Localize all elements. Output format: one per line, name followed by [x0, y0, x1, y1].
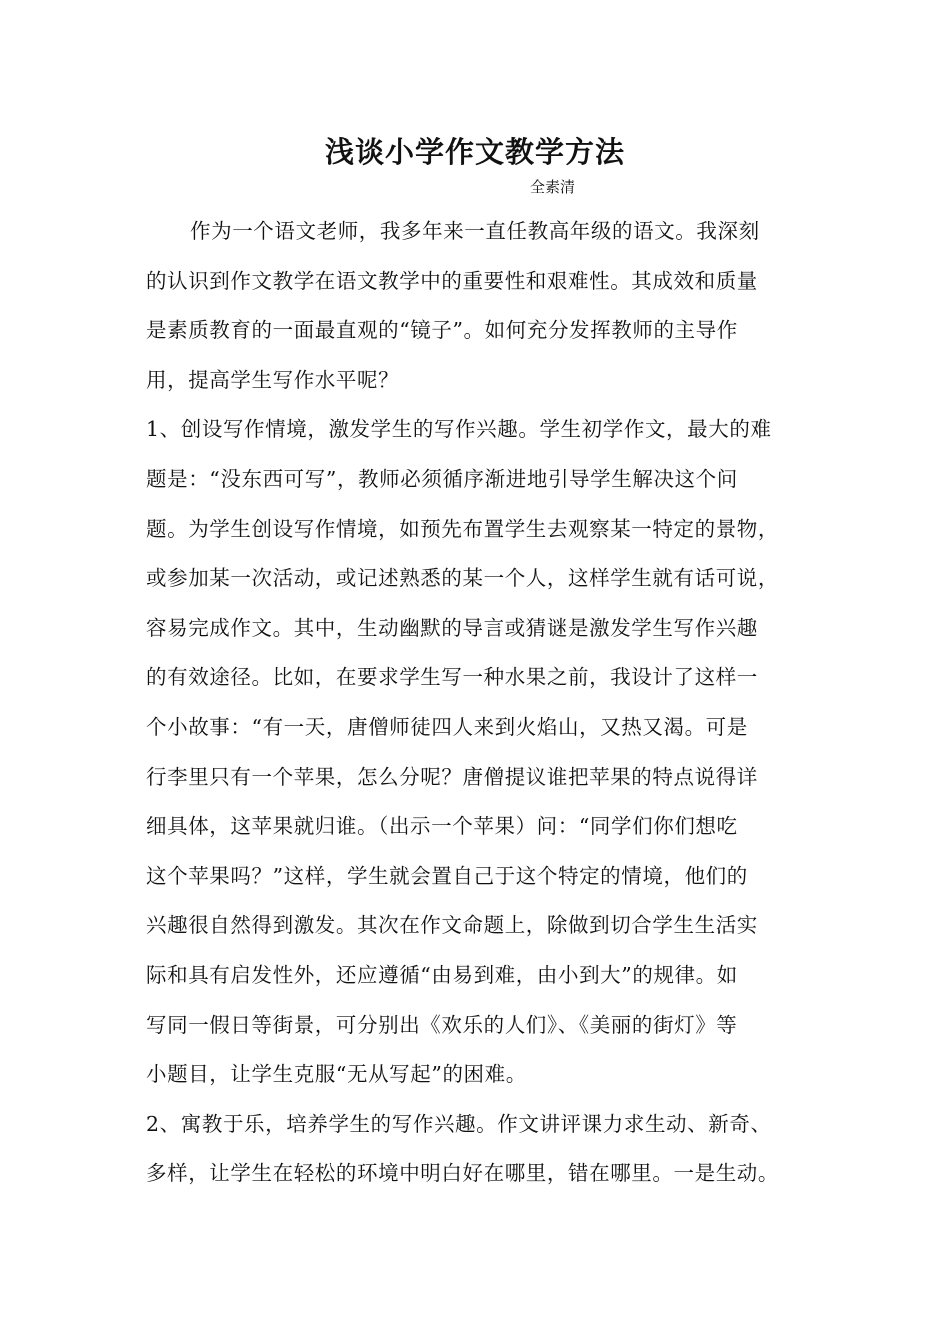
text-line: 是素质教育的一面最直观的“镜子”。如何充分发挥教师的主导作 — [146, 318, 738, 343]
text-line: 题。为学生创设写作情境，如预先布置学生去观察某一特定的景物， — [146, 516, 779, 541]
text-line: 个小故事：“有一天，唐僧师徒四人来到火焰山，又热又渴。可是 — [146, 714, 748, 739]
text-line: 写同一假日等街景，可分别出《欢乐的人们》、《美丽的街灯》等 — [146, 1012, 738, 1037]
text-line: 多样，让学生在轻松的环境中明白好在哪里，错在哪里。一是生动。 — [146, 1161, 779, 1186]
text-line: 兴趣很自然得到激发。其次在作文命题上，除做到切合学生生活实 — [146, 913, 758, 938]
document-title: 浅谈小学作文教学方法 — [324, 135, 625, 169]
document-author: 全素清 — [530, 178, 576, 196]
text-line: 的认识到作文教学在语文教学中的重要性和艰难性。其成效和质量 — [146, 268, 758, 293]
text-line: 的有效途径。比如，在要求学生写一种水果之前，我设计了这样一 — [146, 665, 758, 690]
text-line: 容易完成作文。其中，生动幽默的导言或猜谜是激发学生写作兴趣 — [146, 615, 758, 640]
text-line: 这个苹果吗？”这样，学生就会置自己于这个特定的情境，他们的 — [146, 863, 748, 888]
text-line: 细具体，这苹果就归谁。（出示一个苹果）问：“同学们你们想吃 — [146, 814, 738, 839]
text-line: 行李里只有一个苹果，怎么分呢？唐僧提议谁把苹果的特点说得详 — [146, 764, 758, 789]
document-body — [146, 207, 806, 1199]
text-line: 小题目，让学生克服“无从写起”的困难。 — [146, 1062, 527, 1087]
text-line: 1、创设写作情境，激发学生的写作兴趣。学生初学作文，最大的难 — [146, 417, 772, 442]
text-line: 际和具有启发性外，还应遵循“由易到难，由小到大”的规律。如 — [146, 962, 738, 987]
text-line: 或参加某一次活动，或记述熟悉的某一个人，这样学生就有话可说， — [146, 566, 779, 591]
text-line: 2、寓教于乐，培养学生的写作兴趣。作文讲评课力求生动、新奇、 — [146, 1111, 772, 1136]
text-line: 用，提高学生写作水平呢？ — [146, 367, 400, 392]
text-line: 题是：“没东西可写”，教师必须循序渐进地引导学生解决这个问 — [146, 466, 738, 491]
text-line: 作为一个语文老师，我多年来一直任教高年级的语文。我深刻 — [190, 219, 760, 243]
